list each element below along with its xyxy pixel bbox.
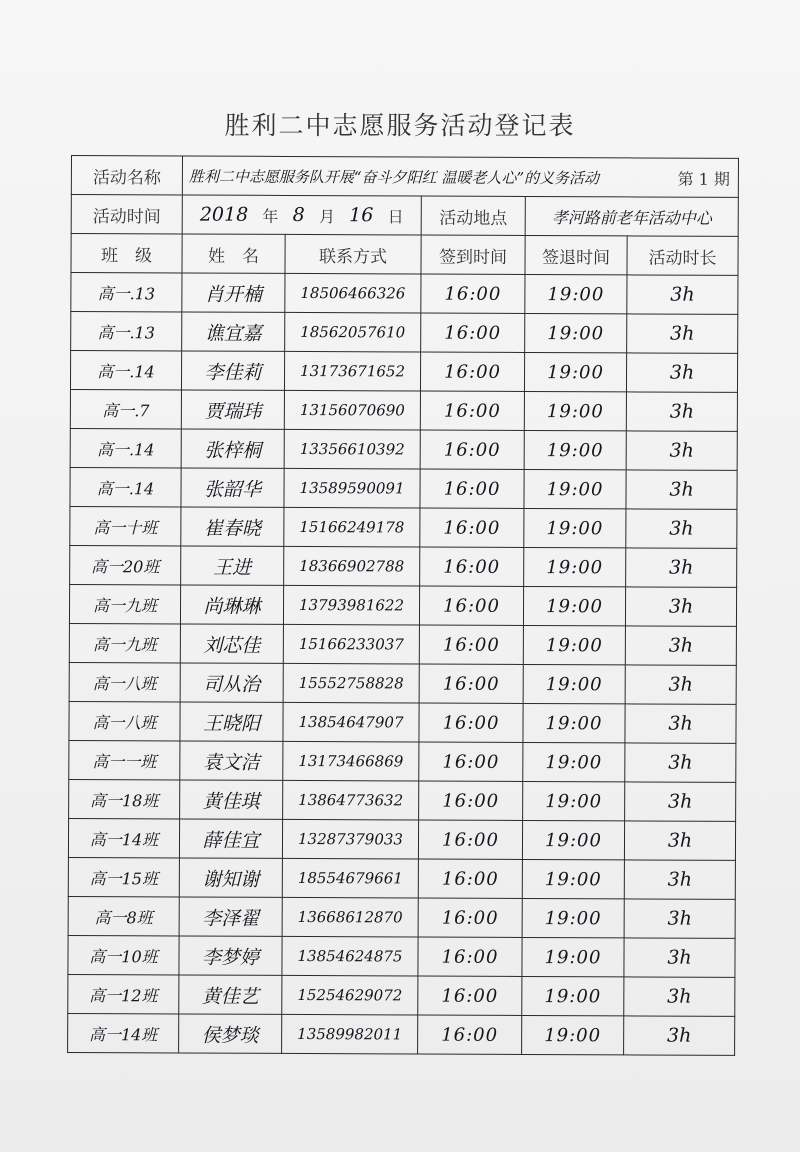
- activity-period: 第 1 期: [677, 169, 730, 189]
- checkout-cell: 19:00: [522, 937, 624, 976]
- phone-cell: 13589590091: [284, 468, 420, 508]
- name-cell: 李佳莉: [181, 351, 284, 390]
- duration-cell: 3h: [625, 665, 736, 704]
- duration-cell: 3h: [624, 1016, 735, 1055]
- checkout-cell: 19:00: [523, 625, 625, 664]
- phone-cell: 18506466326: [285, 273, 421, 313]
- duration-cell: 3h: [626, 470, 737, 509]
- activity-date-cell: [182, 195, 421, 235]
- class-cell: 高一15班: [68, 857, 179, 896]
- phone-cell: 18562057610: [285, 312, 421, 352]
- day-unit: 日: [387, 206, 404, 226]
- activity-time-row: [71, 195, 738, 237]
- phone-cell: 15166233037: [283, 624, 419, 664]
- activity-name-row: [71, 156, 738, 198]
- checkout-cell: 19:00: [522, 859, 624, 898]
- checkin-cell: 16:00: [418, 937, 522, 976]
- registration-table: [67, 155, 739, 1056]
- name-cell: 黄佳艺: [179, 975, 282, 1014]
- class-cell: 高一18班: [69, 779, 180, 818]
- phone-cell: 13287379033: [282, 819, 418, 859]
- class-cell: 高一十班: [70, 506, 181, 545]
- table-row: [69, 584, 736, 626]
- table-row: [68, 974, 735, 1016]
- checkout-cell: 19:00: [523, 781, 625, 820]
- activity-place-value: 孝河路前老年活动中心: [525, 196, 738, 236]
- phone-cell: 13356610392: [284, 429, 420, 469]
- phone-cell: 13854647907: [283, 702, 419, 742]
- checkin-cell: 16:00: [419, 586, 523, 625]
- activity-name-cell: [182, 156, 738, 197]
- checkout-cell: 19:00: [524, 352, 626, 391]
- year-unit: 年: [262, 206, 279, 226]
- phone-cell: 18366902788: [284, 546, 420, 586]
- table-row: [69, 701, 736, 743]
- table-row: [70, 428, 737, 470]
- class-cell: 高一.13: [71, 312, 182, 351]
- phone-cell: 18554679661: [282, 858, 418, 898]
- checkout-cell: 19:00: [523, 586, 625, 625]
- name-cell: 袁文洁: [180, 741, 283, 780]
- checkin-cell: 16:00: [419, 703, 523, 742]
- table-row: [68, 1013, 735, 1055]
- checkout-cell: 19:00: [524, 469, 626, 508]
- checkout-cell: 19:00: [523, 742, 625, 781]
- page-title: 胜利二中志愿服务活动登记表: [224, 111, 576, 140]
- class-cell: 高一.7: [70, 389, 181, 428]
- phone-cell: 13864773632: [283, 780, 419, 820]
- phone-cell: 13173466869: [283, 741, 419, 781]
- activity-day: 16: [349, 204, 374, 227]
- name-cell: 张梓桐: [181, 429, 284, 468]
- table-row: [70, 351, 737, 393]
- checkout-cell: 19:00: [524, 391, 626, 430]
- duration-cell: 3h: [626, 353, 737, 392]
- duration-cell: 3h: [625, 704, 736, 743]
- table-row: [71, 312, 738, 354]
- duration-cell: 3h: [626, 392, 737, 431]
- phone-cell: 13854624875: [282, 936, 418, 976]
- table-row: [70, 545, 737, 587]
- table-row: [68, 857, 735, 899]
- table-row: [68, 818, 735, 860]
- activity-time-label: 活动时间: [71, 195, 182, 234]
- table-row: [70, 467, 737, 509]
- activity-year: 2018: [199, 203, 249, 226]
- duration-cell: 3h: [625, 743, 736, 782]
- name-cell: 李泽翟: [179, 897, 282, 936]
- duration-cell: 3h: [625, 782, 736, 821]
- class-cell: 高一.14: [70, 467, 181, 506]
- table-row: [70, 506, 737, 548]
- table-row: [70, 389, 737, 431]
- class-cell: 高一14班: [68, 1013, 179, 1052]
- checkin-cell: 16:00: [419, 781, 523, 820]
- class-cell: 高一八班: [69, 662, 180, 701]
- checkout-cell: 19:00: [525, 274, 627, 313]
- phone-cell: 13668612870: [282, 897, 418, 937]
- table-row: [68, 896, 735, 938]
- checkin-cell: 16:00: [418, 1015, 522, 1054]
- name-cell: 尚琳琳: [180, 585, 283, 624]
- name-cell: 李梦婷: [179, 936, 282, 975]
- duration-cell: 3h: [624, 860, 735, 899]
- class-cell: 高一.13: [71, 273, 182, 312]
- table-row: [69, 662, 736, 704]
- duration-cell: 3h: [625, 587, 736, 626]
- name-cell: 谢知谢: [179, 858, 282, 897]
- duration-cell: 3h: [626, 548, 737, 587]
- duration-cell: 3h: [626, 431, 737, 470]
- table-row: [71, 273, 738, 315]
- checkout-cell: 19:00: [522, 898, 624, 937]
- class-cell: 高一九班: [69, 623, 180, 662]
- column-header-duration: 活动时长: [627, 236, 738, 275]
- checkin-cell: 16:00: [418, 898, 522, 937]
- table-row: [69, 740, 736, 782]
- phone-cell: 15552758828: [283, 663, 419, 703]
- class-cell: 高一20班: [70, 545, 181, 584]
- activity-name-label: 活动名称: [71, 156, 182, 195]
- checkout-cell: 19:00: [522, 820, 624, 859]
- checkout-cell: 19:00: [525, 313, 627, 352]
- phone-cell: 13793981622: [283, 585, 419, 625]
- name-cell: 贾瑞玮: [181, 390, 284, 429]
- table-row: [68, 935, 735, 977]
- month-unit: 月: [318, 206, 336, 226]
- checkin-cell: 16:00: [418, 820, 522, 859]
- duration-cell: 3h: [624, 977, 735, 1016]
- class-cell: 高一12班: [68, 974, 179, 1013]
- column-header-checkin: 签到时间: [421, 235, 525, 274]
- checkout-cell: 19:00: [524, 508, 626, 547]
- checkin-cell: 16:00: [418, 976, 522, 1015]
- class-cell: 高一九班: [69, 584, 180, 623]
- duration-cell: 3h: [624, 821, 735, 860]
- class-cell: 高一一班: [69, 740, 180, 779]
- phone-cell: 15254629072: [282, 975, 418, 1015]
- phone-cell: 15166249178: [284, 507, 420, 547]
- checkin-cell: 16:00: [420, 430, 524, 469]
- checkin-cell: 16:00: [419, 664, 523, 703]
- name-cell: 刘芯佳: [180, 624, 283, 663]
- checkin-cell: 16:00: [419, 625, 523, 664]
- name-cell: 薛佳宜: [179, 819, 282, 858]
- checkout-cell: 19:00: [522, 1015, 624, 1054]
- checkout-cell: 19:00: [523, 703, 625, 742]
- name-cell: 侯梦琰: [179, 1014, 282, 1053]
- name-cell: 肖开楠: [182, 273, 285, 312]
- name-cell: 黄佳琪: [180, 780, 283, 819]
- duration-cell: 3h: [627, 275, 738, 314]
- phone-cell: 13589982011: [282, 1014, 418, 1054]
- phone-cell: 13173671652: [284, 351, 420, 391]
- class-cell: 高一.14: [70, 428, 181, 467]
- checkout-cell: 19:00: [524, 430, 626, 469]
- class-cell: 高一.14: [70, 351, 181, 390]
- checkin-cell: 16:00: [420, 352, 524, 391]
- class-cell: 高一八班: [69, 701, 180, 740]
- checkin-cell: 16:00: [420, 547, 524, 586]
- duration-cell: 3h: [624, 899, 735, 938]
- column-header-name: 姓 名: [182, 234, 285, 273]
- checkin-cell: 16:00: [420, 508, 524, 547]
- checkin-cell: 16:00: [420, 469, 524, 508]
- class-cell: 高一14班: [68, 818, 179, 857]
- duration-cell: 3h: [626, 509, 737, 548]
- duration-cell: 3h: [624, 938, 735, 977]
- name-cell: 王晓阳: [180, 702, 283, 741]
- activity-month: 8: [292, 203, 305, 227]
- checkin-cell: 16:00: [418, 859, 522, 898]
- name-cell: 张韶华: [181, 468, 284, 507]
- column-header-phone: 联系方式: [285, 234, 421, 274]
- column-header-row: [71, 234, 738, 276]
- duration-cell: 3h: [625, 626, 736, 665]
- checkin-cell: 16:00: [421, 274, 525, 313]
- checkin-cell: 16:00: [420, 391, 524, 430]
- column-header-checkout: 签退时间: [525, 235, 627, 274]
- name-cell: 谯宜嘉: [182, 312, 285, 351]
- checkout-cell: 19:00: [523, 664, 625, 703]
- column-header-class: 班 级: [71, 234, 182, 273]
- class-cell: 高一8班: [68, 896, 179, 935]
- checkout-cell: 19:00: [522, 976, 624, 1015]
- table-row: [69, 623, 736, 665]
- checkin-cell: 16:00: [421, 313, 525, 352]
- activity-name-value: 胜利二中志愿服务队开展“奋斗夕阳红 温暖老人心”的义务活动: [188, 167, 600, 187]
- checkin-cell: 16:00: [419, 742, 523, 781]
- activity-place-label: 活动地点: [421, 196, 525, 235]
- name-cell: 司从治: [180, 663, 283, 702]
- name-cell: 王进: [181, 546, 284, 585]
- class-cell: 高一10班: [68, 935, 179, 974]
- phone-cell: 13156070690: [284, 390, 420, 430]
- duration-cell: 3h: [627, 314, 738, 353]
- name-cell: 崔春晓: [181, 507, 284, 546]
- table-body: [68, 156, 739, 1056]
- table-row: [69, 779, 736, 821]
- checkout-cell: 19:00: [524, 547, 626, 586]
